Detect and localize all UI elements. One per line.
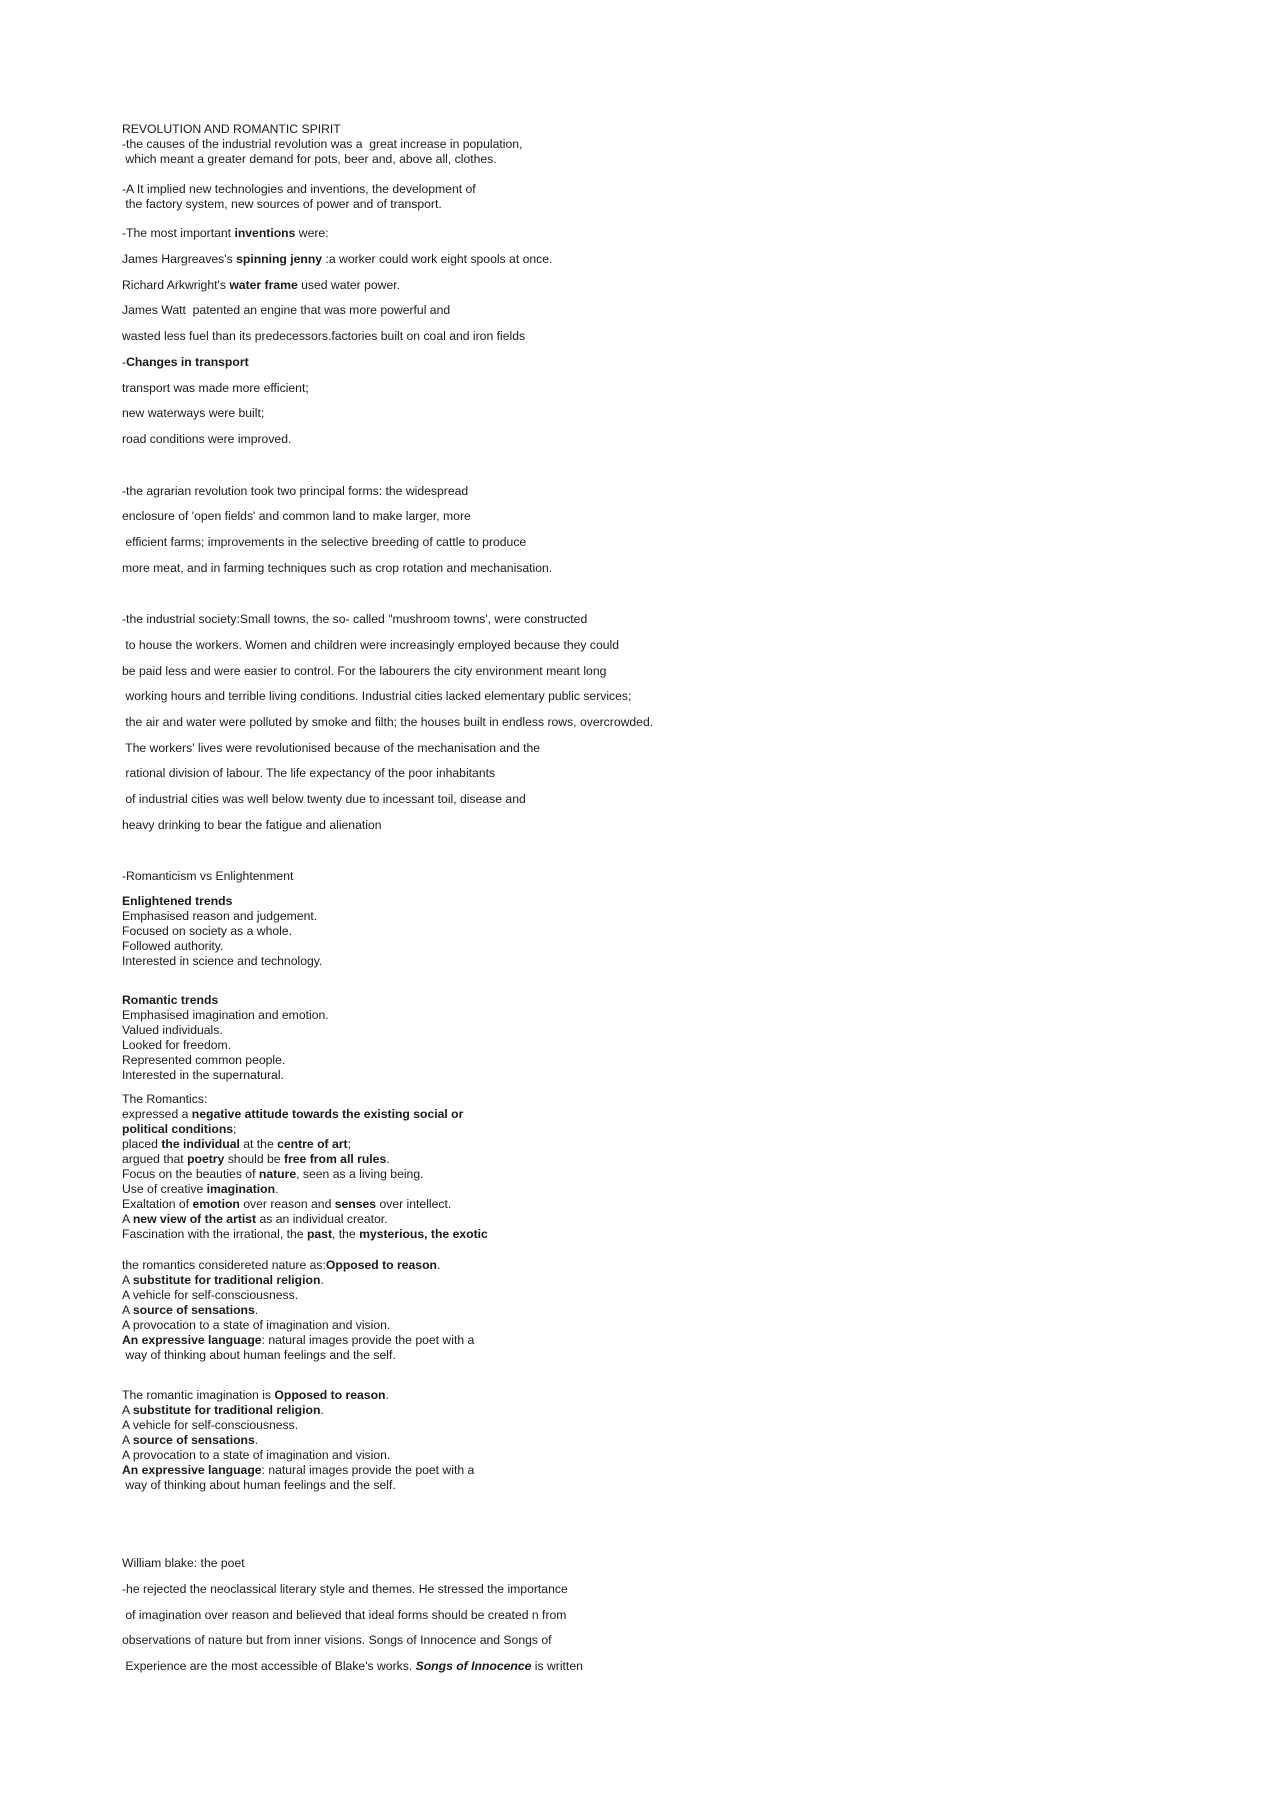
blake-line: observations of nature but from inner visions. Songs of Innocence and Songs of [122,1633,552,1647]
enlightened-item: Emphasised reason and judgement. [122,909,318,923]
romantic-item: Looked for freedom. [122,1038,232,1052]
romantic-item: Represented common people. [122,1053,286,1067]
tech-line: the factory system, new sources of power and of transport. [122,197,442,211]
blake-line: -he rejected the neoclassical literary style and themes. He stressed the importance [122,1582,568,1596]
blake-heading: William blake: the poet [122,1556,245,1570]
romantic-heading: Romantic trends [122,993,219,1007]
transport-line: transport was made more efficient; [122,381,309,395]
imagination-line: way of thinking about human feelings and the self. [122,1478,396,1492]
intro-line: which meant a greater demand for pots, beer and, above all, clothes. [122,152,497,166]
society-line: heavy drinking to bear the fatigue and alienation [122,818,382,832]
rom-vs-enl-heading: -Romanticism vs Enlightenment [122,869,294,883]
transport-line: road conditions were improved. [122,432,292,446]
romantics-line: A new view of the artist as an individual creator. [122,1212,388,1226]
agrarian-line: more meat, and in farming techniques such as crop rotation and mechanisation. [122,561,553,575]
transport-line: new waterways were built; [122,406,265,420]
society-line: the air and water were polluted by smoke and filth; the houses built in endless rows, overcrowded. [122,715,654,729]
romantic-item: Emphasised imagination and emotion. [122,1008,329,1022]
nature-line: A substitute for traditional religion. [122,1273,324,1287]
nature-line: A source of sensations. [122,1303,259,1317]
society-line: be paid less and were easier to control. For the labourers the city environment meant long [122,664,607,678]
intro-line: -the causes of the industrial revolution was a great increase in population, [122,137,523,151]
romantics-heading: The Romantics: [122,1092,208,1106]
transport-heading: -Changes in transport [122,355,249,369]
nature-line: the romantics considereted nature as:Opposed to reason. [122,1258,441,1272]
society-line: -the industrial society:Small towns, the so- called "mushroom towns', were constructed [122,612,588,626]
enlightened-item: Followed authority. [122,939,224,953]
nature-line: way of thinking about human feelings and the self. [122,1348,396,1362]
nature-line: A vehicle for self-consciousness. [122,1288,299,1302]
enlightened-item: Interested in science and technology. [122,954,323,968]
society-line: working hours and terrible living conditions. Industrial cities lacked elementary public services; [122,689,632,703]
invention-watt-line: wasted less fuel than its predecessors.factories built on coal and iron fields [122,329,526,343]
imagination-line: A provocation to a state of imagination and vision. [122,1448,391,1462]
imagination-line: A source of sensations. [122,1433,259,1447]
society-line: of industrial cities was well below twenty due to incessant toil, disease and [122,792,526,806]
romantics-line: Exaltation of emotion over reason and senses over intellect. [122,1197,452,1211]
invention-water-frame: Richard Arkwright's water frame used water power. [122,278,401,292]
romantics-line: political conditions; [122,1122,237,1136]
romantics-line: expressed a negative attitude towards the existing social or [122,1107,464,1121]
tech-line: -A It implied new technologies and inventions, the development of [122,182,476,196]
imagination-line: A vehicle for self-consciousness. [122,1418,299,1432]
imagination-line: The romantic imagination is Opposed to reason. [122,1388,389,1402]
agrarian-line: enclosure of 'open fields' and common land to make larger, more [122,509,471,523]
document-title: REVOLUTION AND ROMANTIC SPIRIT [122,122,341,136]
society-line: to house the workers. Women and children were increasingly employed because they could [122,638,620,652]
romantic-item: Valued individuals. [122,1023,223,1037]
blake-line: of imagination over reason and believed that ideal forms should be created n from [122,1608,567,1622]
agrarian-line: -the agrarian revolution took two principal forms: the widespread [122,484,469,498]
imagination-line: A substitute for traditional religion. [122,1403,324,1417]
romantics-line: Use of creative imagination. [122,1182,279,1196]
romantics-line: Focus on the beauties of nature, seen as a living being. [122,1167,424,1181]
society-line: The workers' lives were revolutionised because of the mechanisation and the [122,741,541,755]
society-line: rational division of labour. The life expectancy of the poor inhabitants [122,766,496,780]
invention-watt-line: James Watt patented an engine that was more powerful and [122,303,451,317]
agrarian-line: efficient farms; improvements in the selective breeding of cattle to produce [122,535,527,549]
romantics-line: Fascination with the irrational, the past, the mysterious, the exotic [122,1227,488,1241]
romantics-line: argued that poetry should be free from all rules. [122,1152,390,1166]
nature-line: An expressive language: natural images provide the poet with a [122,1333,475,1347]
imagination-line: An expressive language: natural images provide the poet with a [122,1463,475,1477]
enlightened-item: Focused on society as a whole. [122,924,293,938]
blake-line: Experience are the most accessible of Blake's works. Songs of Innocence is written [122,1659,583,1673]
romantics-line: placed the individual at the centre of art; [122,1137,351,1151]
inventions-heading: -The most important inventions were: [122,226,329,240]
romantic-item: Interested in the supernatural. [122,1068,284,1082]
nature-line: A provocation to a state of imagination and vision. [122,1318,391,1332]
invention-spinning-jenny: James Hargreaves's spinning jenny :a worker could work eight spools at once. [122,252,553,266]
enlightened-heading: Enlightened trends [122,894,233,908]
